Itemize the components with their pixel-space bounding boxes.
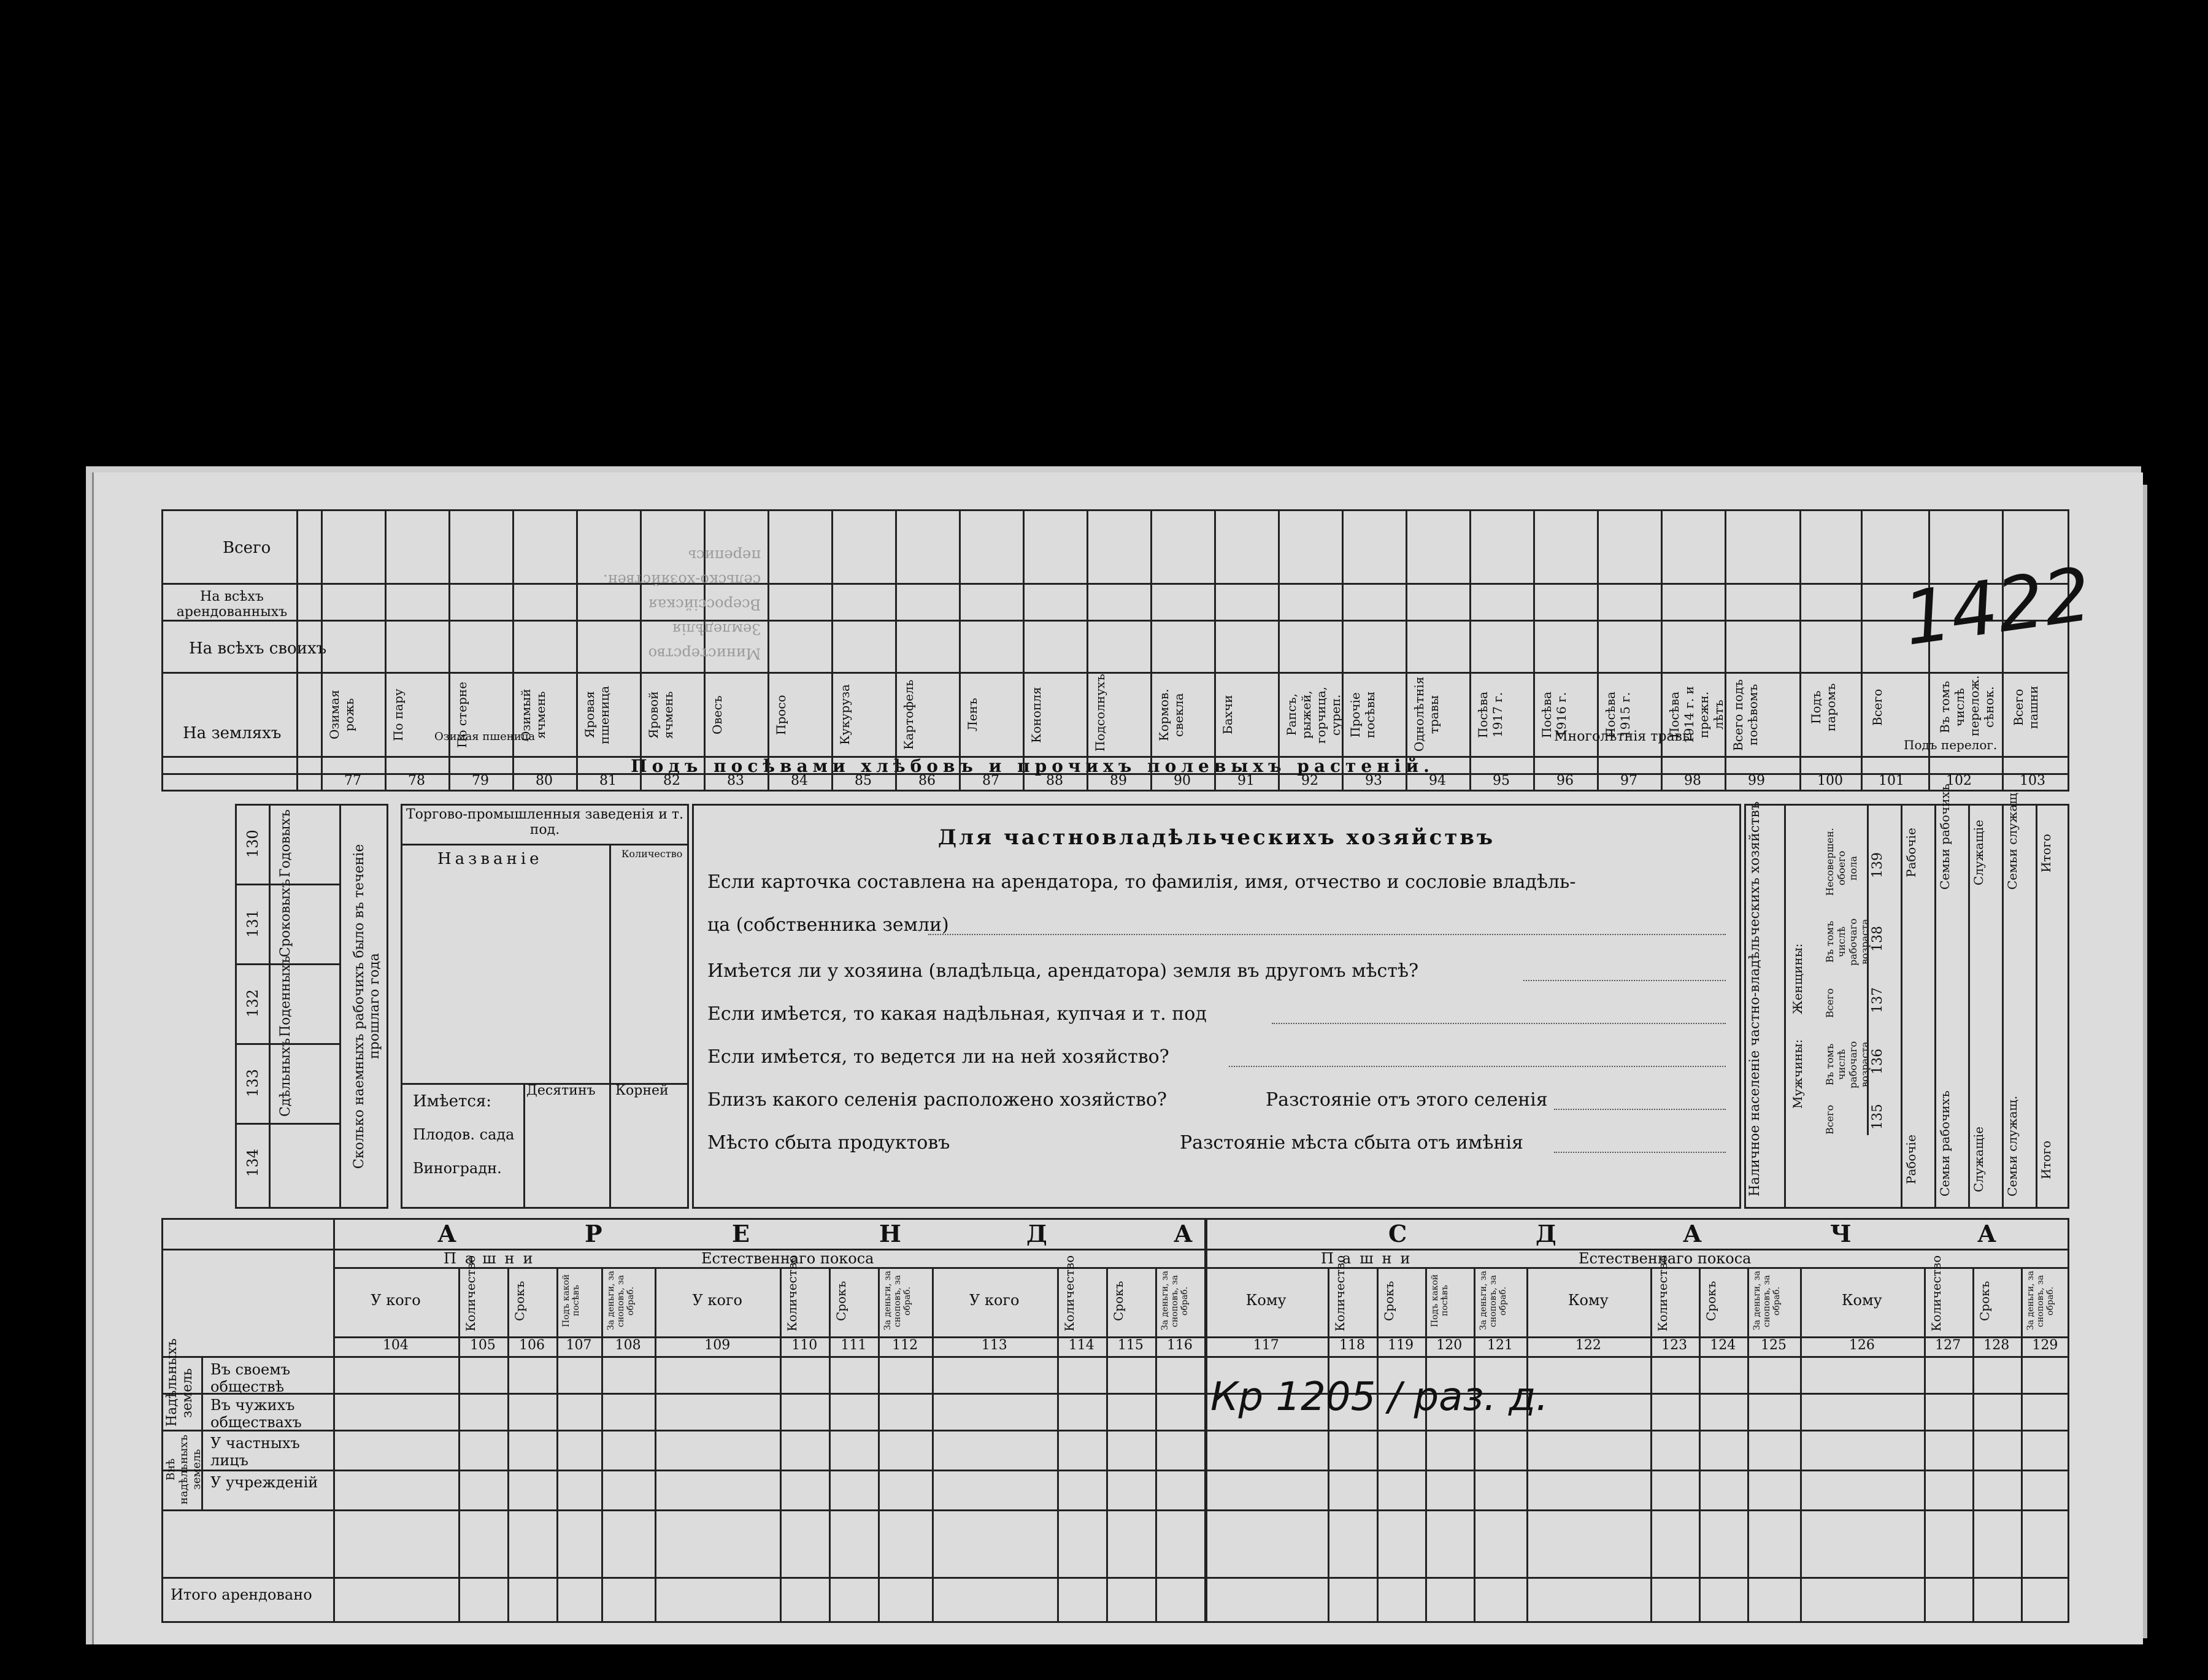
lease-col-number: 107 — [566, 1338, 592, 1353]
trade-name-col: Названіе — [437, 850, 543, 868]
crop-col-number: 94 — [1429, 773, 1446, 788]
crop-col-number: 92 — [1301, 773, 1318, 788]
sdacha-letter: С — [1388, 1220, 1407, 1247]
has-label: Имѣется: — [413, 1092, 492, 1111]
hired-col-number: 134 — [244, 1149, 261, 1177]
crop-col-label: Просо — [774, 695, 788, 735]
crop-col-label: Посѣва 1914 г. и прежн. лѣтъ — [1667, 686, 1726, 744]
lease-col-label: За деньги, за сноповъ, за обраб. — [606, 1271, 636, 1331]
q1b: ца (собственника земли) — [707, 914, 949, 936]
population-col-number: 136 — [1870, 1049, 1885, 1074]
lease-col-divider — [1377, 1267, 1379, 1623]
lease-col-divider — [780, 1267, 782, 1623]
lease-col-divider — [1106, 1267, 1108, 1623]
population-right-label: Семьи служащ. — [2005, 788, 2020, 890]
crop-col-label: Озимая рожь — [327, 690, 356, 740]
crop-col-number: 77 — [344, 773, 361, 788]
hired-col-number: 132 — [244, 989, 261, 1017]
lease-col-number: 114 — [1068, 1338, 1094, 1353]
desyatin-col: Десятинъ — [526, 1083, 596, 1098]
fallow-col-number: 101 — [1879, 773, 1904, 788]
sdacha-letter: Д — [1536, 1220, 1556, 1247]
lease-col-label: За деньги, за сноповъ, за обраб. — [1752, 1271, 1782, 1331]
pokos-label-right: Естественнаго покоса — [1579, 1250, 1752, 1267]
row-group-vne: Внѣ надѣльныхъ земель — [164, 1435, 203, 1505]
pokos-label-left: Естественнаго покоса — [701, 1250, 874, 1267]
crop-col-divider — [1342, 509, 1344, 792]
population-col-label: Всего — [1824, 1104, 1836, 1135]
fallow-col-label: Всего — [1870, 688, 1885, 726]
trade-title: Торгово-промышленныя заведенія и т. под. — [406, 807, 684, 838]
crop-col-number: 85 — [855, 773, 872, 788]
crop-col-divider — [1087, 509, 1088, 792]
crop-col-divider — [1214, 509, 1216, 792]
population-col-label: Несовершен. обоего пола — [1824, 828, 1859, 896]
lease-col-label: Количество — [785, 1255, 800, 1331]
crop-col-label: По стерне — [455, 682, 469, 748]
population-col-label: Въ томъ числѣ рабочаго возраста — [1824, 1041, 1871, 1089]
population-right-label: Семьи рабочихъ — [1937, 1090, 1952, 1196]
row-rented-label: На всѣхъ арендованныхъ — [176, 589, 288, 620]
lease-col-label: Количество — [1061, 1255, 1077, 1331]
handwritten-entry: Кр 1205 / раз. д. — [1210, 1374, 1548, 1420]
crop-col-label: Всего подъ посѣвомъ — [1731, 679, 1760, 751]
lease-col-divider — [1057, 1267, 1059, 1623]
crop-col-divider — [1725, 509, 1726, 792]
population-right-label: Семьи рабочихъ — [1937, 784, 1952, 890]
lease-col-number: 105 — [469, 1338, 496, 1353]
lease-col-divider — [1699, 1267, 1701, 1623]
crop-col-divider — [1661, 509, 1663, 792]
fallow-col-number: 103 — [2020, 773, 2045, 788]
row-on-lands-label: На земляхъ — [183, 724, 282, 742]
lease-col-label: Срокъ — [1110, 1281, 1126, 1321]
population-col-number: 138 — [1870, 926, 1885, 952]
hired-col-label: Сдѣльныхъ — [278, 1038, 293, 1117]
crop-col-label: Ленъ — [965, 698, 980, 732]
lease-col-label: Количество — [1928, 1255, 1944, 1331]
crop-col-label: Прочіе посѣвы — [1348, 692, 1377, 738]
lease-col-label: У кого — [371, 1292, 421, 1309]
crop-col-label: Бахчи — [1220, 695, 1235, 735]
crop-col-divider — [385, 509, 387, 792]
lease-col-divider — [1328, 1267, 1329, 1623]
lease-col-label: Срокъ — [1381, 1281, 1396, 1321]
row-own-society: Въ своемъ обществѣ — [210, 1361, 291, 1395]
lease-col-divider — [655, 1267, 656, 1623]
fallow-col-divider — [1799, 509, 1801, 792]
population-vertical-title: Наличное населеніе частно-владѣльческихъ хозяйствъ — [1747, 801, 1763, 1196]
lease-col-divider — [507, 1267, 509, 1623]
lease-col-number: 121 — [1487, 1338, 1513, 1353]
lease-col-label: Кому — [1245, 1292, 1287, 1309]
lease-col-label: У кого — [692, 1292, 742, 1309]
fallow-col-number: 102 — [1946, 773, 1972, 788]
crop-col-number: 95 — [1493, 773, 1510, 788]
crop-col-divider — [448, 509, 450, 792]
row-total-rented: Итого арендовано — [171, 1586, 312, 1603]
crop-col-divider — [1597, 509, 1599, 792]
hired-row-divider — [235, 1043, 339, 1045]
hired-vertical-title: Сколько наемныхъ рабочихъ было въ теченіе прошлаго года — [352, 844, 382, 1169]
hired-row-divider — [235, 884, 339, 885]
crop-col-number: 84 — [791, 773, 808, 788]
arenda-letter: Н — [879, 1220, 901, 1247]
population-right-label: Служащіе — [1971, 820, 1986, 886]
population-col-number: 135 — [1870, 1104, 1885, 1130]
stamp-text: Министерство Земледѣлія Всероссійская сельско-хозяйствен. перепись — [603, 547, 761, 662]
crop-col-label: Посѣва 1916 г. — [1539, 692, 1569, 738]
population-col-label: Всего — [1824, 988, 1836, 1019]
population-right-label: Итого — [2039, 1140, 2053, 1179]
crop-col-number: 97 — [1620, 773, 1637, 788]
crop-col-number: 89 — [1110, 773, 1127, 788]
crop-col-number: 81 — [599, 773, 617, 788]
row-private-persons: У частныхъ лицъ — [210, 1435, 300, 1469]
fallow-col-divider — [1861, 509, 1863, 792]
fallow-col-label: Въ томъ числѣ перелож. сѣнок. — [1937, 675, 1996, 736]
crop-col-label: Картофель — [901, 679, 916, 750]
lease-col-number: 112 — [892, 1338, 918, 1353]
crop-col-label: Озимый ячмень — [518, 688, 548, 741]
crop-col-divider — [576, 509, 578, 792]
crop-col-label: Кукуруза — [837, 684, 852, 746]
crop-col-label: Рапсъ, рыжей, горчица, суреп. — [1284, 686, 1343, 744]
q6b: Разстояніе мѣста сбыта отъ имѣнія — [1180, 1132, 1523, 1154]
crop-col-divider — [1023, 509, 1025, 792]
crop-col-number: 80 — [536, 773, 553, 788]
lease-col-number: 127 — [1935, 1338, 1961, 1353]
lease-col-divider — [1425, 1267, 1427, 1623]
hired-col-number: 131 — [244, 909, 261, 938]
q2: Имѣется ли у хозяина (владѣльца, арендатора) земля въ другомъ мѣстѣ? — [707, 960, 1419, 982]
lease-col-label: Количество — [463, 1255, 478, 1331]
lease-col-number: 126 — [1848, 1338, 1875, 1353]
lease-col-label: У кого — [969, 1292, 1020, 1309]
lease-col-divider — [556, 1267, 558, 1623]
fallow-col-label: Всего пашни — [2011, 685, 2041, 729]
population-right-divider — [1968, 804, 1970, 1209]
q3: Если имѣется, то какая надѣльная, купчая и т. под — [707, 1003, 1207, 1025]
q1a: Если карточка составлена на арендатора, то фамилія, имя, отчество и сословіе владѣль- — [707, 871, 1576, 893]
crop-col-label: Подсолнухъ — [1093, 674, 1107, 752]
crop-col-divider — [831, 509, 833, 792]
hired-col-label: Годовыхъ — [278, 809, 293, 877]
crop-col-number: 96 — [1556, 773, 1574, 788]
row-group-nadel: Надѣльныхъ земель — [164, 1338, 195, 1427]
population-right-label: Семьи служащ. — [2005, 1095, 2020, 1196]
crop-col-number: 82 — [663, 773, 680, 788]
row-other-societies: Въ чужихъ обществахъ — [210, 1397, 302, 1431]
crop-col-number: 88 — [1046, 773, 1063, 788]
row-institutions: У учрежденій — [210, 1474, 318, 1491]
lease-col-label: Количество — [1655, 1255, 1670, 1331]
hired-row-divider — [235, 1123, 339, 1125]
lease-col-number: 117 — [1253, 1338, 1279, 1353]
population-right-label: Служащіе — [1971, 1127, 1986, 1193]
crop-col-number: 99 — [1748, 773, 1765, 788]
lease-col-label: Кому — [1568, 1292, 1609, 1309]
census-card — [92, 472, 2143, 1644]
population-right-divider — [1934, 804, 1936, 1209]
lease-col-number: 122 — [1575, 1338, 1601, 1353]
hired-col-number: 130 — [244, 830, 261, 858]
lease-col-divider — [829, 1267, 831, 1623]
hired-col-number: 133 — [244, 1069, 261, 1097]
population-right-label: Итого — [2039, 833, 2053, 873]
orchard-label: Плодов. сада — [413, 1126, 515, 1143]
lease-col-number: 128 — [1983, 1338, 2010, 1353]
sdacha-letter: Ч — [1830, 1220, 1852, 1247]
hired-divider — [339, 804, 341, 1209]
lease-col-number: 115 — [1117, 1338, 1144, 1353]
lease-col-label: За деньги, за сноповъ, за обраб. — [1478, 1271, 1508, 1331]
arenda-letter: А — [1174, 1220, 1193, 1247]
roots-col: Корней — [615, 1083, 669, 1098]
population-right-divider — [2036, 804, 2037, 1209]
lease-col-label: Количество — [1333, 1255, 1348, 1331]
crop-col-number: 78 — [408, 773, 425, 788]
row-own-label: На всѣхъ своихъ — [189, 639, 327, 658]
crop-col-divider — [959, 509, 961, 792]
lease-col-divider — [1155, 1267, 1157, 1623]
lease-col-divider — [1924, 1267, 1926, 1623]
q5b: Разстояніе отъ этого селенія — [1266, 1089, 1548, 1111]
lease-col-number: 106 — [519, 1338, 545, 1353]
crop-col-label: Яровой ячмень — [646, 691, 675, 739]
arenda-letter: А — [437, 1220, 456, 1247]
fallow-col-number: 100 — [1817, 773, 1843, 788]
crop-col-divider — [895, 509, 897, 792]
lease-col-number: 113 — [981, 1338, 1007, 1353]
vineyard-label: Виноградн. — [413, 1160, 502, 1177]
women-label: Женщины: — [1790, 943, 1805, 1014]
lease-col-number: 104 — [382, 1338, 409, 1353]
hired-row-divider — [235, 963, 339, 965]
lease-col-number: 125 — [1761, 1338, 1787, 1353]
population-right-divider — [2002, 804, 2004, 1209]
lease-col-label: Подъ какой посѣвъ — [561, 1274, 582, 1328]
crops-section-title: Подъ посѣвами хлѣбовъ и прочихъ полевыхъ растеній. — [631, 756, 1434, 776]
arenda-letter: Р — [585, 1220, 602, 1247]
sdacha-letter: А — [1977, 1220, 1996, 1247]
crop-col-label: Яровая пшеница — [582, 685, 612, 744]
crop-col-divider — [512, 509, 514, 792]
lease-col-label: За деньги, за сноповъ, за обраб. — [1160, 1271, 1190, 1331]
lease-col-label: Срокъ — [1977, 1281, 1992, 1321]
lease-col-divider — [2021, 1267, 2023, 1623]
lease-col-divider — [1526, 1267, 1528, 1623]
crop-col-divider — [321, 509, 323, 792]
population-col-label: Въ томъ числѣ рабочаго возраста — [1824, 918, 1871, 966]
lease-col-label: За деньги, за сноповъ, за обраб. — [883, 1271, 913, 1331]
lease-col-divider — [458, 1267, 460, 1623]
fallow-col-label: Подъ паромъ — [1809, 683, 1838, 731]
hired-col-label: Сроковыхъ — [278, 879, 293, 957]
crop-col-number: 98 — [1684, 773, 1701, 788]
crop-col-label: Однолѣтнія травы — [1412, 676, 1441, 752]
lease-col-label: Кому — [1841, 1292, 1882, 1309]
crop-col-divider — [1406, 509, 1407, 792]
lease-col-divider — [1747, 1267, 1749, 1623]
fallow-col-divider — [2002, 509, 2004, 792]
crop-col-number: 90 — [1174, 773, 1191, 788]
population-divider — [1867, 804, 1869, 1135]
crop-col-divider — [1533, 509, 1535, 792]
lease-col-divider — [932, 1267, 934, 1623]
lease-col-number: 109 — [704, 1338, 731, 1353]
lease-col-divider — [1650, 1267, 1652, 1623]
crop-col-label: Посѣва 1917 г. — [1475, 692, 1505, 738]
crop-col-number: 91 — [1237, 773, 1255, 788]
lease-col-divider — [1800, 1267, 1802, 1623]
population-right-label: Рабочіе — [1904, 828, 1918, 878]
lease-col-label: Срокъ — [1703, 1281, 1718, 1321]
trade-qty-col: Количество — [621, 848, 683, 860]
q4: Если имѣется, то ведется ли на ней хозяйство? — [707, 1046, 1169, 1068]
crop-col-label: Конопля — [1029, 687, 1044, 743]
population-right-label: Рабочіе — [1904, 1135, 1918, 1185]
crop-col-number: 86 — [918, 773, 936, 788]
lease-col-divider — [1972, 1267, 1974, 1623]
arenda-letter: Е — [732, 1220, 750, 1247]
crop-col-number: 79 — [472, 773, 489, 788]
hired-divider — [269, 804, 271, 1209]
lease-col-number: 110 — [791, 1338, 818, 1353]
crop-col-divider — [1150, 509, 1152, 792]
lease-col-number: 124 — [1710, 1338, 1736, 1353]
fallow-group-label: Подъ перелог. — [1904, 738, 1998, 752]
lease-col-label: Срокъ — [512, 1281, 527, 1321]
arenda-letter: Д — [1026, 1220, 1047, 1247]
lease-col-label: Подъ какой посѣвъ — [1429, 1274, 1450, 1328]
lease-col-divider — [601, 1267, 603, 1623]
crop-col-divider — [1469, 509, 1471, 792]
lease-col-divider — [1474, 1267, 1475, 1623]
lease-col-label: Срокъ — [834, 1281, 849, 1321]
men-label: Мужчины: — [1790, 1039, 1805, 1109]
population-right-divider — [1901, 804, 1902, 1209]
lease-col-number: 120 — [1436, 1338, 1463, 1353]
hired-col-label: Поденныхъ — [278, 955, 293, 1037]
crop-col-label: По пару — [391, 688, 406, 741]
lease-col-number: 108 — [615, 1338, 641, 1353]
pashni-label-right: Пашни — [1321, 1250, 1419, 1267]
crop-col-number: 83 — [727, 773, 744, 788]
pashni-label-left: Пашни — [444, 1250, 542, 1267]
lease-col-number: 119 — [1388, 1338, 1414, 1353]
perennial-group-label: Многолѣтнія травы — [1554, 729, 1693, 744]
crop-col-number: 87 — [982, 773, 999, 788]
sdacha-letter: А — [1683, 1220, 1702, 1247]
lease-col-number: 123 — [1661, 1338, 1688, 1353]
lease-col-number: 118 — [1339, 1338, 1365, 1353]
lease-col-number: 111 — [841, 1338, 867, 1353]
lease-col-divider — [878, 1267, 880, 1623]
crop-col-label: Овесъ — [710, 695, 725, 734]
lease-col-number: 116 — [1166, 1338, 1193, 1353]
wheat-group-label: Озимая пшеница — [434, 730, 536, 743]
population-col-number: 137 — [1870, 987, 1885, 1013]
q5: Близъ какого селенія расположено хозяйство? — [707, 1089, 1167, 1111]
population-col-number: 139 — [1870, 852, 1885, 878]
sheet-number: 1422 — [1898, 552, 2096, 663]
q6: Мѣсто сбыта продуктовъ — [707, 1132, 950, 1154]
crop-col-divider — [767, 509, 769, 792]
lease-col-number: 129 — [2032, 1338, 2058, 1353]
lease-col-label: За деньги, за сноповъ, за обраб. — [2025, 1271, 2055, 1331]
private-title: Для частновладѣльческихъ хозяйствъ — [937, 825, 1496, 850]
crop-col-number: 93 — [1365, 773, 1382, 788]
crop-col-label: Посѣва 1915 г. — [1603, 692, 1633, 738]
crop-col-divider — [1278, 509, 1280, 792]
row-total-label: Всего — [223, 539, 271, 557]
crop-col-label: Кормов. свекла — [1156, 688, 1186, 741]
